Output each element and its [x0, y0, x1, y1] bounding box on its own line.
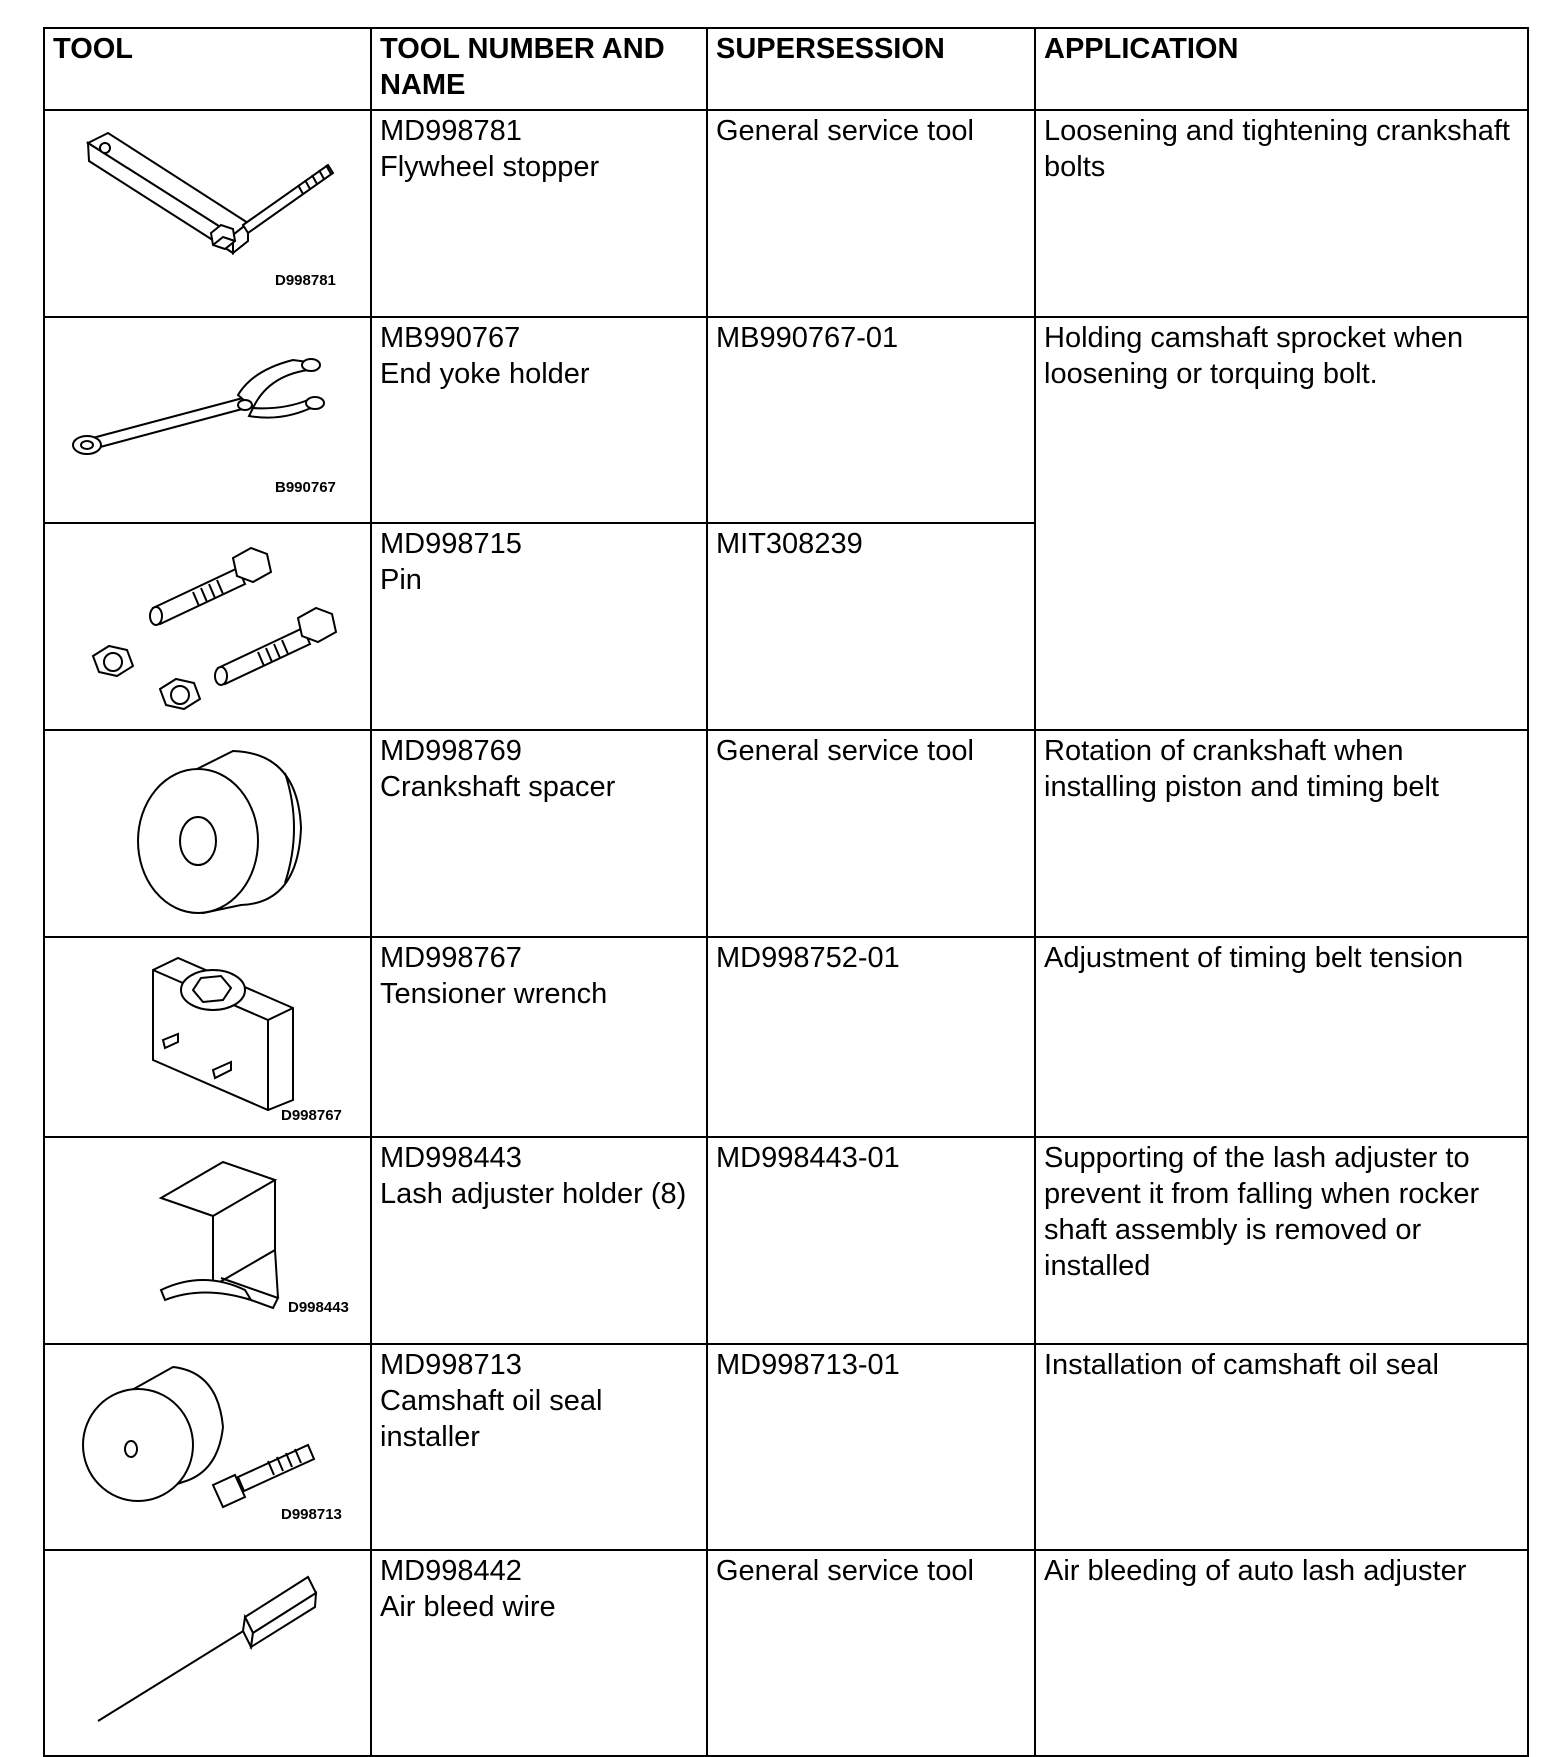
supersession-cell: MB990767-01	[707, 317, 1035, 523]
tool-number: MD998767	[380, 942, 522, 974]
tool-name: Lash adjuster holder (8)	[380, 1178, 687, 1210]
tool-image-cell	[44, 317, 371, 523]
application-cell: Holding camshaft sprocket when loosening or torquing bolt.	[1035, 317, 1528, 730]
lash-adjuster-holder-drawing	[53, 1140, 380, 1343]
supersession-cell: MD998443-01	[707, 1137, 1035, 1344]
table-row	[44, 1137, 1528, 1344]
air-bleed-wire-drawing	[53, 1553, 380, 1755]
tool-number-name-cell	[371, 730, 707, 937]
tensioner-wrench-drawing	[53, 940, 380, 1136]
application-cell: Air bleeding of auto lash adjuster	[1035, 1550, 1528, 1756]
header-application: APPLICATION	[1035, 28, 1528, 110]
crankshaft-spacer-drawing	[53, 733, 380, 936]
tool-name: Tensioner wrench	[380, 978, 608, 1010]
image-code: D998713	[281, 1506, 342, 1523]
header-tool: TOOL	[44, 28, 371, 110]
supersession-cell: MD998713-01	[707, 1344, 1035, 1550]
tool-number-name-cell	[371, 523, 707, 730]
table-row	[44, 110, 1528, 317]
flywheel-stopper-drawing	[53, 113, 380, 316]
camshaft-oil-seal-installer-drawing	[53, 1347, 380, 1549]
supersession-cell: MD998752-01	[707, 937, 1035, 1137]
tool-name: Pin	[380, 564, 422, 596]
supersession-cell: General service tool	[707, 730, 1035, 937]
tool-number: MD998443	[380, 1142, 522, 1174]
tool-number-name-cell	[371, 317, 707, 523]
tool-number: MD998442	[380, 1555, 522, 1587]
table-row	[44, 730, 1528, 937]
table-row	[44, 1344, 1528, 1550]
table-row	[44, 1550, 1528, 1756]
supersession-cell: General service tool	[707, 110, 1035, 317]
tool-number-name-cell	[371, 1137, 707, 1344]
application-cell: Adjustment of timing belt tension	[1035, 937, 1528, 1137]
header-row	[44, 28, 1528, 110]
tool-number: MD998715	[380, 528, 522, 560]
application-cell: Rotation of crankshaft when installing piston and timing belt	[1035, 730, 1528, 937]
tool-image-cell	[44, 937, 371, 1137]
supersession-cell: General service tool	[707, 1550, 1035, 1756]
table-row	[44, 937, 1528, 1137]
tool-name: Camshaft oil seal installer	[380, 1385, 603, 1453]
tool-image-cell	[44, 1137, 371, 1344]
tool-name: Flywheel stopper	[380, 151, 600, 183]
tool-number-name-cell	[371, 1550, 707, 1756]
application-cell: Installation of camshaft oil seal	[1035, 1344, 1528, 1550]
image-code: D998443	[288, 1299, 349, 1316]
tool-name: End yoke holder	[380, 358, 590, 390]
pin-drawing	[53, 526, 380, 729]
tool-image-cell	[44, 1550, 371, 1756]
end-yoke-holder-drawing	[53, 320, 380, 522]
tool-number: MB990767	[380, 322, 521, 354]
supersession-cell: MIT308239	[707, 523, 1035, 730]
tool-number-name-cell	[371, 1344, 707, 1550]
tool-number: MD998769	[380, 735, 522, 767]
image-code: D998781	[275, 272, 336, 289]
special-tools-table	[43, 27, 1529, 1757]
header-supersession: SUPERSESSION	[707, 28, 1035, 110]
tool-image-cell	[44, 730, 371, 937]
tool-number: MD998713	[380, 1349, 522, 1381]
tool-name: Air bleed wire	[380, 1591, 556, 1623]
image-code: B990767	[275, 479, 336, 496]
tool-image-cell	[44, 1344, 371, 1550]
table-row	[44, 317, 1528, 523]
tool-image-cell	[44, 110, 371, 317]
tool-number-name-cell	[371, 110, 707, 317]
tool-image-cell	[44, 523, 371, 730]
header-number-name: TOOL NUMBER AND NAME	[371, 28, 707, 110]
tool-name: Crankshaft spacer	[380, 771, 616, 803]
tool-number: MD998781	[380, 115, 522, 147]
tool-number-name-cell	[371, 937, 707, 1137]
application-cell: Supporting of the lash adjuster to prevent it from falling when rocker shaft assembly is removed or installed	[1035, 1137, 1528, 1344]
image-code: D998767	[281, 1107, 342, 1124]
application-cell: Loosening and tightening crankshaft bolts	[1035, 110, 1528, 317]
